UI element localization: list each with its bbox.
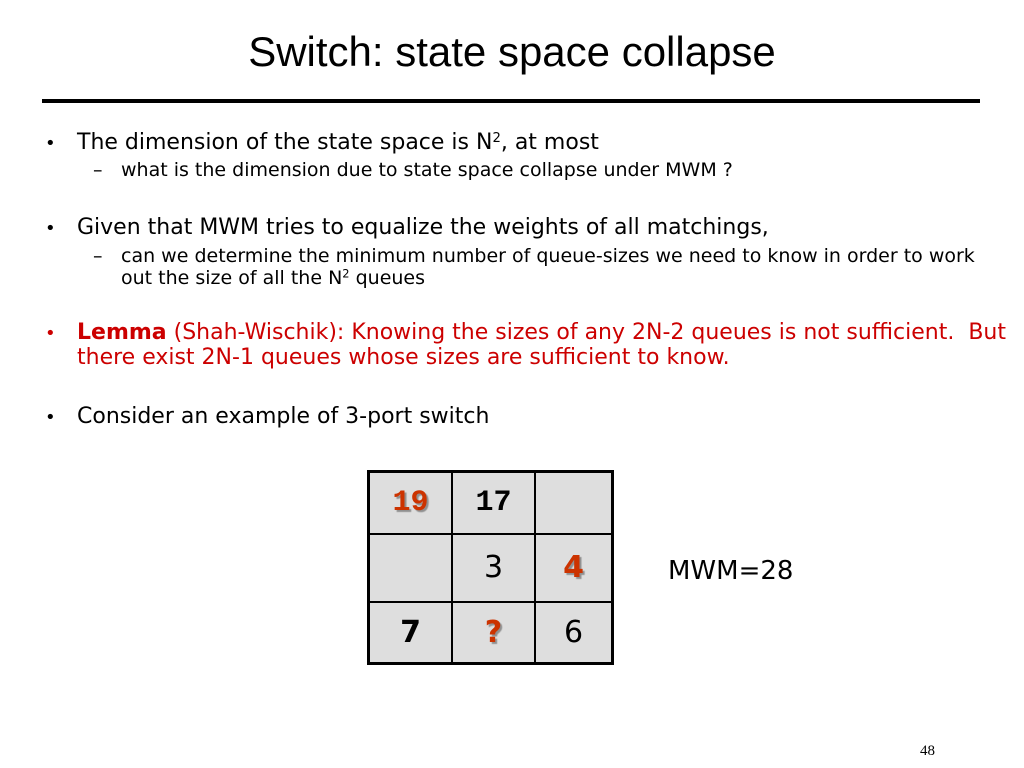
matrix-cell: 17 [453,473,534,533]
sub-bullet-text [121,245,1000,289]
bullet-marker: • [45,218,56,239]
dash-marker: – [93,245,103,267]
matrix-cell: ? [453,603,534,662]
superscript: 2 [492,130,501,146]
dash-marker: – [93,159,103,181]
matrix-cell: 4 [536,535,611,601]
matrix-cell: 6 [536,603,611,662]
bullet-text-tail: , at most [500,130,599,155]
bullet-item-example [42,404,1021,431]
bullet-marker: • [45,323,56,344]
matrix-cell: 19 [370,473,451,533]
bullet-text-main: The dimension of the state space is N [77,130,493,155]
title-underline [42,99,980,103]
sub-bullet-item-dimension-question [90,159,1000,181]
matrix-cell: 7 [370,603,451,662]
page-number: 48 [920,743,935,759]
lemma-label: Lemma [77,320,167,345]
bullet-item-lemma [42,320,1021,370]
lemma-text-block [77,320,1021,370]
lemma-text: (Shah-Wischik): Knowing the sizes of any 2N-2 queues is not sufficient. But there exist 2N-1 queues whose sizes are sufficient to know. [77,320,1013,370]
matrix-cell: 3 [453,535,534,601]
bullet-marker: • [45,407,56,428]
matrix-cell [536,473,611,533]
bullet-marker: • [45,133,56,154]
bullet-item-dimension [42,130,1021,157]
queue-size-matrix [367,470,614,665]
bullet-text [77,130,1021,156]
mwm-value-label: MWM=28 [668,556,794,586]
bullet-text: Given that MWM tries to equalize the weights of all matchings, [77,215,769,240]
slide-title: Switch: state space collapse [248,28,776,75]
bullet-text: Consider an example of 3-port switch [77,404,490,429]
sub-bullet-item-queue-sizes [90,245,1000,289]
sub-bullet-text-tail: queues [349,267,426,289]
matrix-cell [370,535,451,601]
sub-bullet-text-main: can we determine the minimum number of queue-sizes we need to know in order to work out the size of all the N [121,245,975,289]
sub-bullet-text: what is the dimension due to state space collapse under MWM ? [121,159,733,181]
superscript: 2 [342,266,350,281]
bullet-item-mwm [42,215,1021,242]
